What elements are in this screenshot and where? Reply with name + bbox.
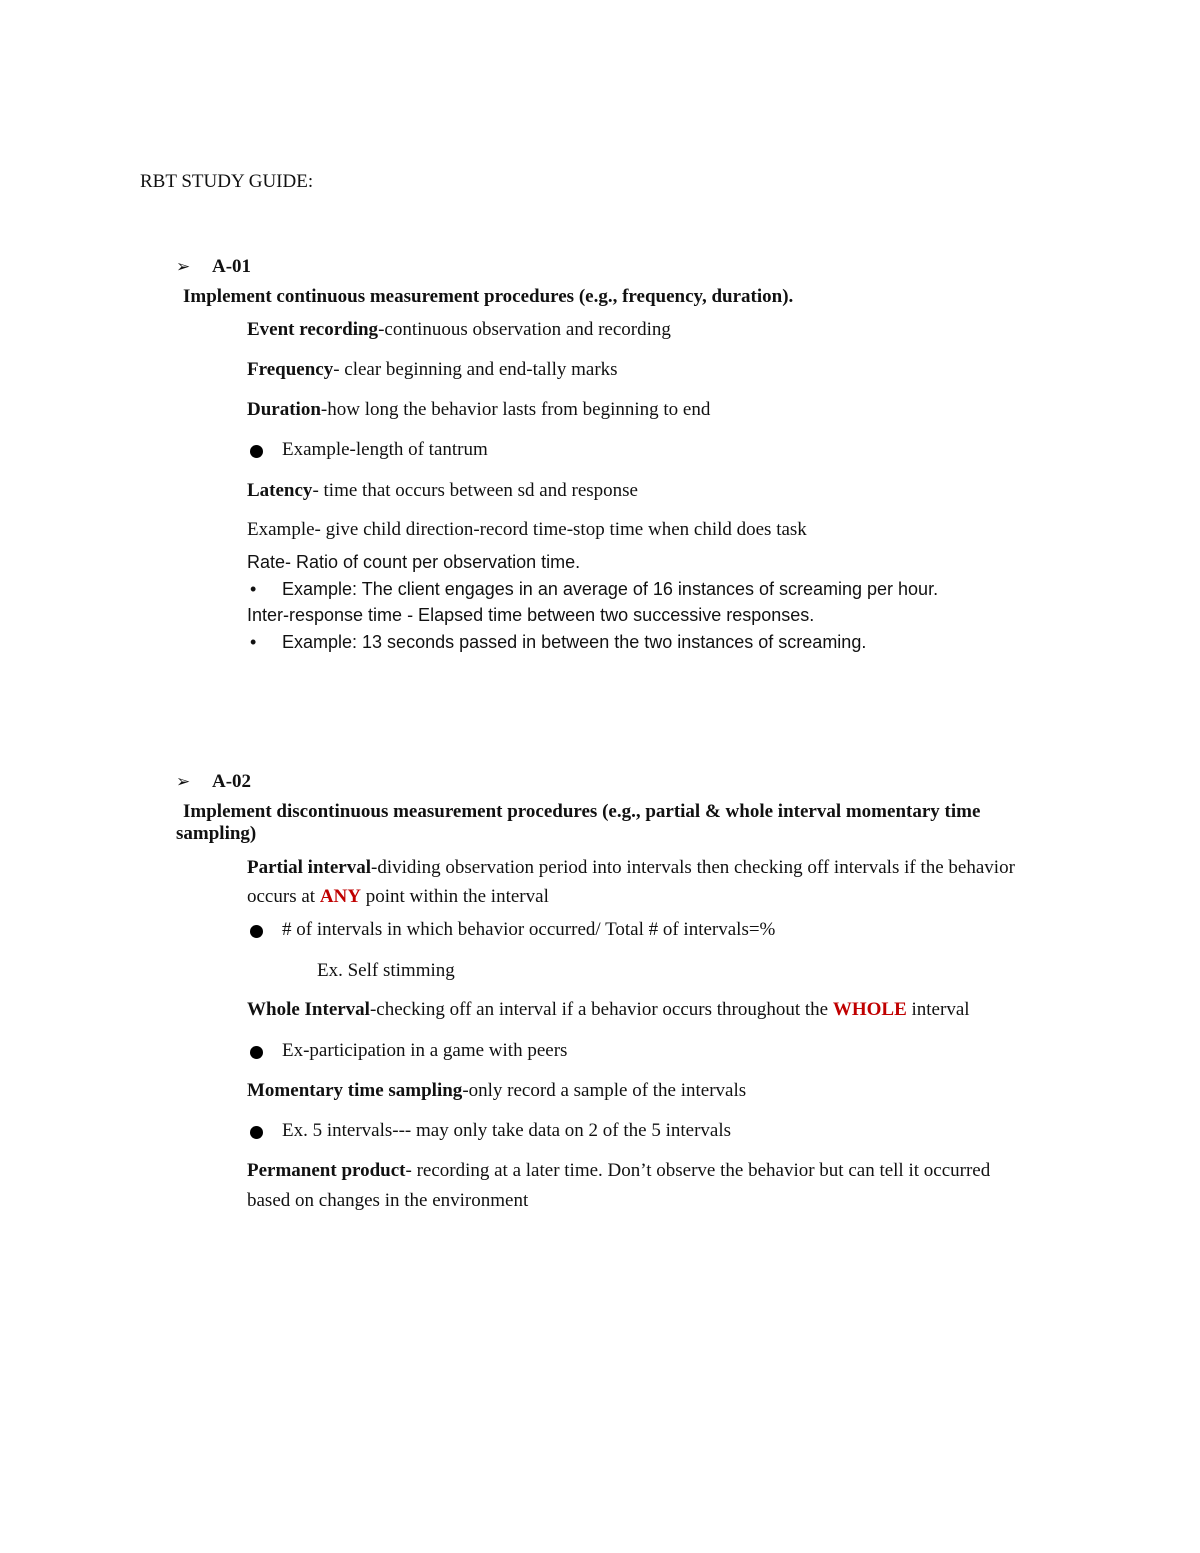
partial-interval-example: Ex. Self stimming — [317, 960, 455, 981]
filled-circle-icon — [250, 1126, 263, 1139]
filled-circle-icon — [250, 1046, 263, 1059]
whole-interval-line: Whole Interval-checking off an interval if a behavior occurs throughout the WHOLE interval — [247, 999, 970, 1020]
irt-example: Example: 13 seconds passed in between the two instances of screaming. — [282, 632, 867, 652]
event-recording-line: Event recording-continuous observation and recording — [247, 319, 671, 340]
momentary-time-sampling-example: Ex. 5 intervals--- may only take data on 2 of the 5 intervals — [282, 1120, 732, 1141]
momentary-time-sampling-line: Momentary time sampling-only record a sample of the intervals — [247, 1080, 747, 1101]
rate-line: Rate- Ratio of count per observation time. — [247, 552, 581, 572]
rate-example: Example: The client engages in an average of 16 instances of screaming per hour. — [282, 579, 939, 599]
permanent-product-line: Permanent product- recording at a later time. Don’t observe the behavior but can tell it occurred — [247, 1160, 991, 1181]
document-title: RBT STUDY GUIDE: — [140, 171, 314, 192]
partial-interval-formula: # of intervals in which behavior occurred/ Total # of intervals=% — [282, 919, 776, 940]
irt-line: Inter-response time - Elapsed time between two successive responses. — [247, 605, 815, 625]
section-code-a01: A-01 — [212, 256, 252, 277]
partial-interval-cont: occurs at ANY point within the interval — [247, 886, 549, 907]
filled-circle-icon — [250, 445, 263, 458]
whole-interval-example: Ex-participation in a game with peers — [282, 1040, 568, 1061]
frequency-line: Frequency- clear beginning and end-tally marks — [247, 359, 618, 380]
bullet-icon: • — [250, 579, 257, 599]
section-heading-a02: Implement discontinuous measurement procedures (e.g., partial & whole interval momentary time — [183, 801, 981, 822]
arrow-bullet-icon: ➢ — [176, 772, 191, 791]
filled-circle-icon — [250, 925, 263, 938]
bullet-icon: • — [250, 632, 257, 652]
latency-line: Latency- time that occurs between sd and response — [247, 480, 638, 501]
section-heading-a01: Implement continuous measurement procedures (e.g., frequency, duration). — [183, 286, 794, 307]
arrow-bullet-icon: ➢ — [176, 257, 191, 276]
permanent-product-cont: based on changes in the environment — [247, 1190, 529, 1211]
partial-interval-line: Partial interval-dividing observation period into intervals then checking off intervals if the behavior — [247, 857, 1015, 878]
section-code-a02: A-02 — [212, 771, 252, 792]
section-heading-a02-cont: sampling) — [176, 823, 257, 844]
latency-example: Example- give child direction-record time-stop time when child does task — [247, 519, 807, 540]
duration-example: Example-length of tantrum — [282, 439, 488, 460]
duration-line: Duration-how long the behavior lasts from beginning to end — [247, 399, 711, 420]
